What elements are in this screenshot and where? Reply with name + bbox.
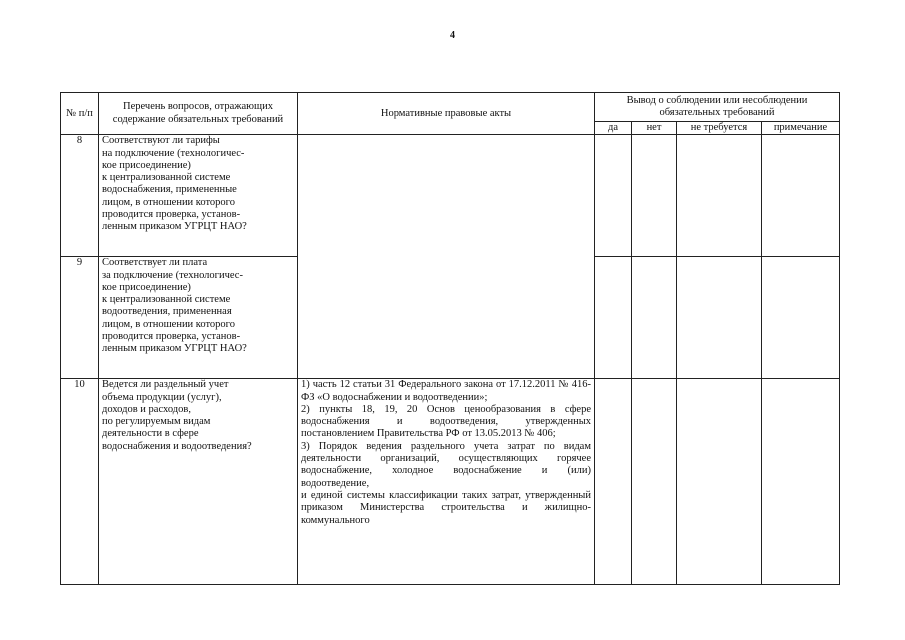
header-no: нет: [632, 122, 677, 135]
cell-note: [762, 379, 840, 585]
page-number: 4: [450, 30, 455, 41]
header-num: № п/п: [61, 93, 99, 135]
act-item: 2) пункты 18, 19, 20 Основ ценообразования в сфере водоснабжения и водоотведения, утвержденных постановлением Правительства РФ от 13.05.2013 № 406;: [301, 403, 591, 440]
act-item: 1) часть 12 статьи 31 Федерального закона от 17.12.2011 № 416-ФЗ «О водоснабжении и водоотведении»;: [301, 379, 591, 403]
header-acts: Нормативные правовые акты: [298, 93, 595, 135]
cell-not-required: [677, 257, 762, 379]
table-row: [61, 379, 840, 585]
table-header-row: [61, 93, 840, 122]
cell-yes: [595, 135, 632, 257]
header-conclusion: Вывод о соблюдении или несоблюдении обязательных требований: [595, 93, 840, 122]
row-question: Соответствуют ли тарифы на подключение (технологичес- кое присоединение) к централизованной системе водоснабжения, примененные лицом, в отношении которого проводится проверка, установ- ленным приказом УГРЦТ НАО?: [99, 135, 298, 257]
header-note: примечание: [762, 122, 840, 135]
cell-note: [762, 257, 840, 379]
cell-not-required: [677, 379, 762, 585]
cell-no: [632, 135, 677, 257]
row-acts: [298, 379, 595, 585]
cell-not-required: [677, 135, 762, 257]
table-row: [61, 135, 840, 257]
cell-yes: [595, 257, 632, 379]
cell-note: [762, 135, 840, 257]
header-not-required: не требуется: [677, 122, 762, 135]
act-item: и единой системы классификации таких затрат, утвержденный приказом Министерства строительства и жилищно-коммунального: [301, 489, 591, 526]
row-number: 9: [61, 257, 99, 379]
header-questions: Перечень вопросов, отражающих содержание обязательных требований: [99, 93, 298, 135]
row-number: 8: [61, 135, 99, 257]
row-acts-empty: [298, 135, 595, 379]
row-question: Ведется ли раздельный учет объема продукции (услуг), доходов и расходов, по регулируемым видам деятельности в сфере водоснабжения и водоотведения?: [99, 379, 298, 585]
cell-yes: [595, 379, 632, 585]
cell-no: [632, 379, 677, 585]
act-item: 3) Порядок ведения раздельного учета затрат по видам деятельности организаций, осуществляющих горячее водоснабжение, холодное водоснабжение и (или) водоотведение,: [301, 440, 591, 489]
cell-no: [632, 257, 677, 379]
row-number: 10: [61, 379, 99, 585]
row-question: Соответствует ли плата за подключение (технологичес- кое присоединение) к централизованной системе водоотведения, примененная лицом, в отношении которого проводится проверка, установ- ленным приказом УГРЦТ НАО?: [99, 257, 298, 379]
checklist-table: [60, 92, 840, 585]
header-yes: да: [595, 122, 632, 135]
